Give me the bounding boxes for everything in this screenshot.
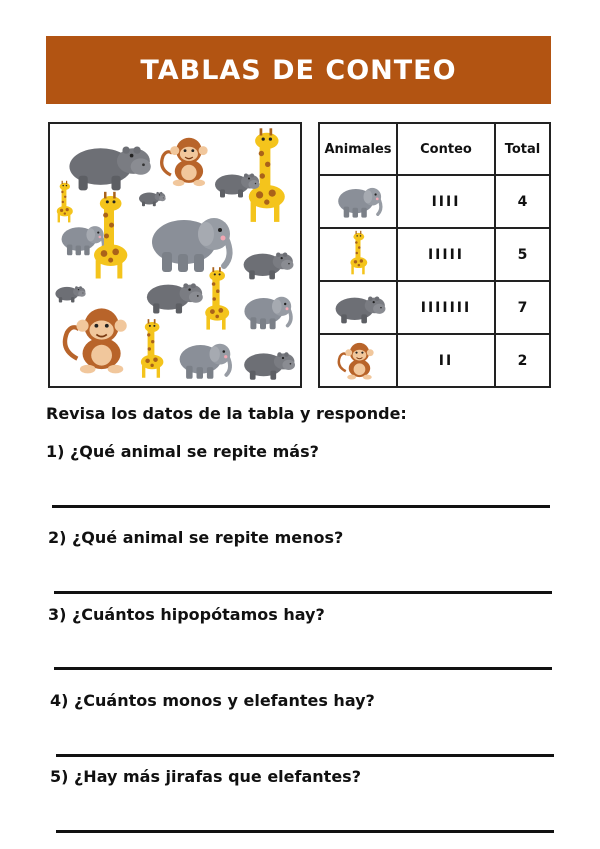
question-4: 4) ¿Cuántos monos y elefantes hay? xyxy=(50,691,375,710)
hippo-illustration xyxy=(147,283,203,313)
total-cell: 4 xyxy=(495,175,550,228)
answer-line-3[interactable] xyxy=(54,667,552,670)
question-3: 3) ¿Cuántos hipopótamos hay? xyxy=(48,605,325,624)
giraffe-illustration xyxy=(249,128,285,222)
tally-table xyxy=(318,122,551,388)
title-banner xyxy=(46,36,551,104)
header-conteo: Conteo xyxy=(397,123,495,175)
giraffe-icon xyxy=(344,230,372,276)
elephant-icon xyxy=(329,178,387,222)
table-header-row xyxy=(319,123,550,175)
question-5: 5) ¿Hay más jirafas que elefantes? xyxy=(50,767,361,786)
monkey-illustration xyxy=(65,308,127,373)
instructions-text: Revisa los datos de la tabla y responde: xyxy=(46,404,407,423)
tally-cell: IIIII xyxy=(397,228,495,281)
tally-cell: IIIIIII xyxy=(397,281,495,334)
total-cell: 2 xyxy=(495,334,550,387)
answer-line-1[interactable] xyxy=(52,505,550,508)
hippo-illustration xyxy=(244,252,294,279)
total-cell: 7 xyxy=(495,281,550,334)
giraffe-illustration xyxy=(141,319,164,378)
table-row xyxy=(319,334,550,387)
tally-cell: II xyxy=(397,334,495,387)
animal-scene xyxy=(48,122,302,388)
giraffe-illustration xyxy=(57,181,73,223)
elephant-illustration xyxy=(180,344,231,379)
monkey-icon xyxy=(336,337,380,381)
hippo-illustration xyxy=(244,352,295,379)
question-2: 2) ¿Qué animal se repite menos? xyxy=(48,528,344,547)
answer-line-2[interactable] xyxy=(54,591,552,594)
elephant-illustration xyxy=(152,218,230,272)
hippo-icon xyxy=(330,286,386,326)
hippo-illustration xyxy=(69,146,150,190)
header-animales: Animales xyxy=(319,123,397,175)
animal-cell xyxy=(319,228,397,281)
total-cell: 5 xyxy=(495,228,550,281)
page-title: TABLAS DE CONTEO xyxy=(140,54,457,86)
table-row xyxy=(319,175,550,228)
answer-line-5[interactable] xyxy=(56,830,554,833)
header-total: Total xyxy=(495,123,550,175)
question-1: 1) ¿Qué animal se repite más? xyxy=(46,442,319,461)
tally-cell: IIII xyxy=(397,175,495,228)
elephant-illustration xyxy=(244,297,291,329)
table-row xyxy=(319,281,550,334)
animal-scene-illustration xyxy=(50,124,300,386)
animal-cell xyxy=(319,281,397,334)
answer-line-4[interactable] xyxy=(56,754,554,757)
giraffe-illustration xyxy=(205,267,229,329)
hippo-illustration xyxy=(55,286,85,302)
animal-cell xyxy=(319,175,397,228)
monkey-illustration xyxy=(162,138,208,186)
table-row xyxy=(319,228,550,281)
animal-cell xyxy=(319,334,397,387)
hippo-illustration xyxy=(139,192,166,206)
